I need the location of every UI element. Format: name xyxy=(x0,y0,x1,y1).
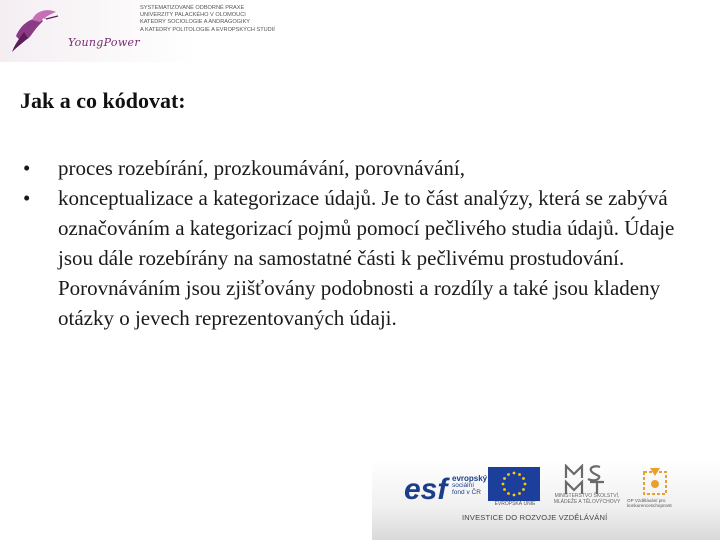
header-logo xyxy=(0,0,280,62)
msmt-logo-icon xyxy=(560,464,616,496)
logo-line: UNIVERZITY PALACKÉHO V OLOMOUCI xyxy=(140,12,246,19)
bullet-item: • proces rozebírání, prozkoumávání, porovnávání, xyxy=(18,153,698,183)
bullet-item: • konceptualizace a kategorizace údajů. Je to část analýzy, která se zabývá označováním a kategorizací pojmů pomocí pečlivého studia údajů. Údaje jsou dále rozebírány na samostatné části k pečlivému prostudování. Porovnáváním jsou zjišťovány podobnosti a rozdíly a také jsou kladeny otázky o jevech reprezentovaných údaji. xyxy=(18,183,698,333)
esf-logo xyxy=(404,465,488,509)
footer-logo-strip xyxy=(372,460,720,540)
footer-slogan: INVESTICE DO ROZVOJE VZDĚLÁVÁNÍ xyxy=(462,513,608,522)
msmt-caption: MINISTERSTVO ŠKOLSTVÍ, MLÁDEŽE A TĚLOVÝCHOVY xyxy=(553,493,621,505)
esf-line: evropský xyxy=(452,474,488,483)
esf-caption xyxy=(452,475,487,497)
hummingbird-icon xyxy=(10,6,60,54)
esf-mark: esf xyxy=(404,473,448,506)
op-vzdelavani-logo-icon xyxy=(640,464,670,498)
op-caption: OP Vzdělávání pro konkurenceschopnost xyxy=(627,498,672,509)
esf-line: sociální xyxy=(452,482,475,490)
eu-caption: EVROPSKÁ UNIE xyxy=(494,501,536,507)
logo-line: A KATEDRY POLITOLOGIE A EVROPSKÝCH STUDIÍ xyxy=(140,26,275,33)
bullet-list xyxy=(18,153,698,333)
slide-title: Jak a co kódovat: xyxy=(20,88,186,113)
logo-institution-text xyxy=(140,5,275,34)
eu-flag-icon xyxy=(488,467,540,501)
logo-script-text: YoungPower xyxy=(68,36,140,49)
logo-line: SYSTEMATIZOVANÉ ODBORNÉ PRAXE xyxy=(140,5,245,11)
logo-line: KATEDRY SOCIOLOGIE A ANDRAGOGIKY xyxy=(140,19,251,26)
esf-line: fond v ČR xyxy=(452,489,481,497)
